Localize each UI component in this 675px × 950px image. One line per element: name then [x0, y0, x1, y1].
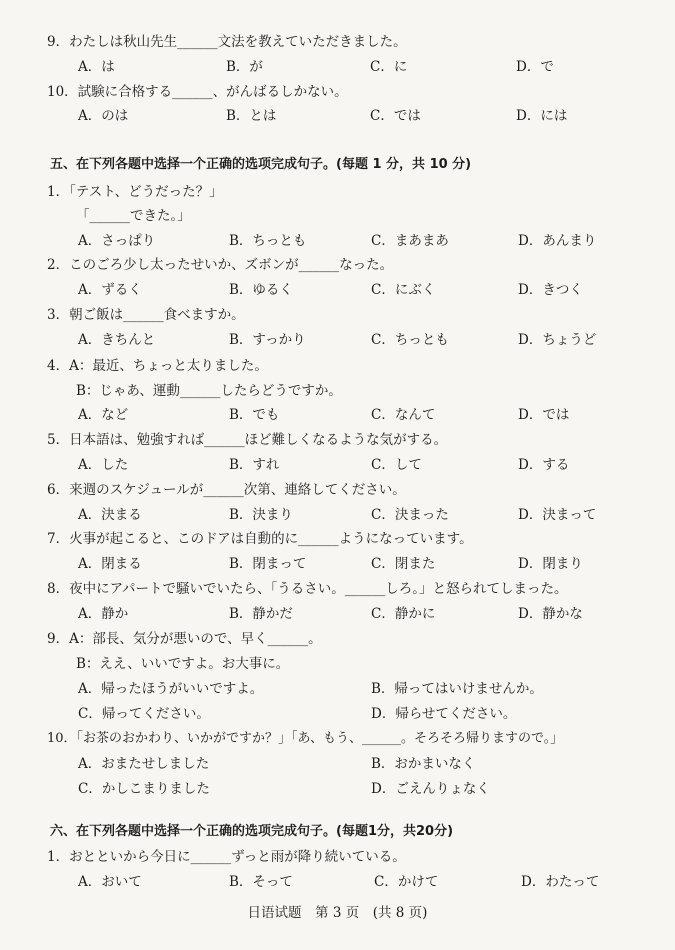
section-5-title: 五、在下列各题中选择一个正确的选项完成句子。(每题 1 分，共 10 分) — [50, 157, 472, 172]
option-c: C．閉また — [371, 556, 436, 572]
option-d: D．では — [518, 407, 570, 423]
option-d: D．には — [516, 108, 568, 124]
option-c: C．かしこまりました — [78, 781, 210, 797]
option-b: B．すっかり — [229, 332, 306, 348]
option-d: D．きつく — [518, 282, 583, 298]
question-9-options — [0, 57, 675, 77]
option-c: C．では — [370, 108, 421, 124]
s5-q7-options — [0, 554, 675, 574]
option-d: D．決まって — [518, 507, 597, 523]
s5-q5-options — [0, 455, 675, 475]
option-a: A．決まる — [78, 507, 142, 523]
option-c: C．静かに — [371, 606, 436, 622]
s5-q9-line1: 9．A：部長、気分が悪いので、早く______。 — [47, 631, 322, 647]
question-9-prompt: 9．わたしは秋山先生______文法を教えていただきました。 — [47, 34, 407, 50]
option-a: A．おまたせしました — [78, 756, 210, 772]
s6-q1-options — [0, 872, 675, 892]
option-a: A．きちんと — [78, 332, 156, 348]
option-d: D．する — [518, 457, 570, 473]
s5-q4-line2: B：じゃあ、運動______したらどうですか。 — [76, 383, 342, 399]
page-footer: 日语试题 第 3 页 (共 8 页) — [247, 905, 428, 921]
option-b: B．おかまいなく — [371, 756, 476, 772]
option-c: C．決まった — [371, 507, 449, 523]
s6-q1-prompt: 1．おとといから今日に______ずっと雨が降り続いている。 — [47, 849, 406, 865]
section-6-title: 六、在下列各题中选择一个正确的选项完成句子。(每题1分，共20分) — [50, 824, 454, 839]
option-b: B．ちっとも — [229, 233, 307, 249]
option-c: C．にぶく — [371, 282, 436, 298]
option-d: D．帰らせてください。 — [371, 706, 517, 722]
option-d: D．ごえんりょなく — [371, 781, 490, 797]
s5-q7-prompt: 7．火事が起こると、このドアは自動的に______ようになっています。 — [47, 531, 473, 547]
option-a: A．など — [78, 407, 129, 423]
option-b: B．閉まって — [229, 556, 307, 572]
s5-q10-prompt: 10．「お茶のおかわり、いかがですか？」「あ、もう、______。そろそろ帰りますので。」 — [47, 731, 564, 746]
s5-q3-prompt: 3．朝ご飯は______食べますか。 — [47, 307, 245, 323]
option-b: B．すれ — [229, 457, 280, 473]
option-a: A．閉まる — [78, 556, 142, 572]
option-a: A．帰ったほうがいいですよ。 — [78, 681, 264, 697]
s5-q4-line1: 4．A：最近、ちょっと太りました。 — [47, 358, 268, 374]
option-c: C．ちっとも — [371, 332, 449, 348]
option-c: C．して — [371, 457, 422, 473]
s5-q9-line2: B：ええ、いいですよ。お大事に。 — [76, 656, 290, 672]
option-b: B．が — [226, 59, 263, 75]
s5-q1-options — [0, 231, 675, 251]
option-b: B．そって — [229, 874, 293, 890]
s5-q10-options-row1 — [0, 754, 675, 774]
s5-q3-options — [0, 330, 675, 350]
option-a: A．さっぱり — [78, 233, 156, 249]
option-b: B．静かだ — [229, 606, 293, 622]
s5-q6-prompt: 6．来週のスケジュールが______次第、連絡してください。 — [47, 482, 406, 498]
s5-q2-prompt: 2．このごろ少し太ったせいか、ズボンが______なった。 — [47, 257, 394, 273]
option-d: D．あんまり — [518, 233, 597, 249]
option-c: C．かけて — [374, 874, 439, 890]
option-c: C．まあまあ — [371, 233, 449, 249]
s5-q6-options — [0, 505, 675, 525]
option-a: A．のは — [78, 108, 129, 124]
s5-q10-options-row2 — [0, 779, 675, 799]
option-d: D．で — [516, 59, 554, 75]
s5-q4-options — [0, 405, 675, 425]
s5-q9-options-row1 — [0, 679, 675, 699]
s5-q9-options-row2 — [0, 704, 675, 724]
option-d: D．ちょうど — [518, 332, 597, 348]
option-a: A．ずるく — [78, 282, 142, 298]
option-a: A．静か — [78, 606, 129, 622]
option-b: B．帰ってはいけませんか。 — [371, 681, 543, 697]
s5-q1-line1: 1．「テスト、どうだった？」 — [47, 184, 223, 200]
option-a: A．した — [78, 457, 129, 473]
option-a: A．おいて — [78, 874, 142, 890]
option-d: D．静かな — [518, 606, 583, 622]
s5-q1-line2: 「______できた。」 — [76, 208, 191, 224]
option-c: C．なんて — [371, 407, 436, 423]
option-c: C．に — [370, 59, 408, 75]
option-b: B．決まり — [229, 507, 293, 523]
option-d: D．わたって — [521, 874, 600, 890]
option-c: C．帰ってください。 — [78, 706, 210, 722]
option-b: B．ゆるく — [229, 282, 293, 298]
question-10-prompt: 10．試験に合格する______、がんばるしかない。 — [47, 84, 348, 100]
s5-q8-prompt: 8．夜中にアパートで騒いでいたら、「うるさい。______しろ。」と怒られてしまった。 — [47, 581, 568, 597]
question-10-options — [0, 106, 675, 126]
option-b: B．でも — [229, 407, 280, 423]
option-b: B．とは — [226, 108, 277, 124]
s5-q2-options — [0, 280, 675, 300]
s5-q8-options — [0, 604, 675, 624]
option-a: A．は — [78, 59, 115, 75]
option-d: D．閉まり — [518, 556, 583, 572]
s5-q5-prompt: 5．日本語は、勉強すれば______ほど難しくなるような気がする。 — [47, 432, 448, 448]
